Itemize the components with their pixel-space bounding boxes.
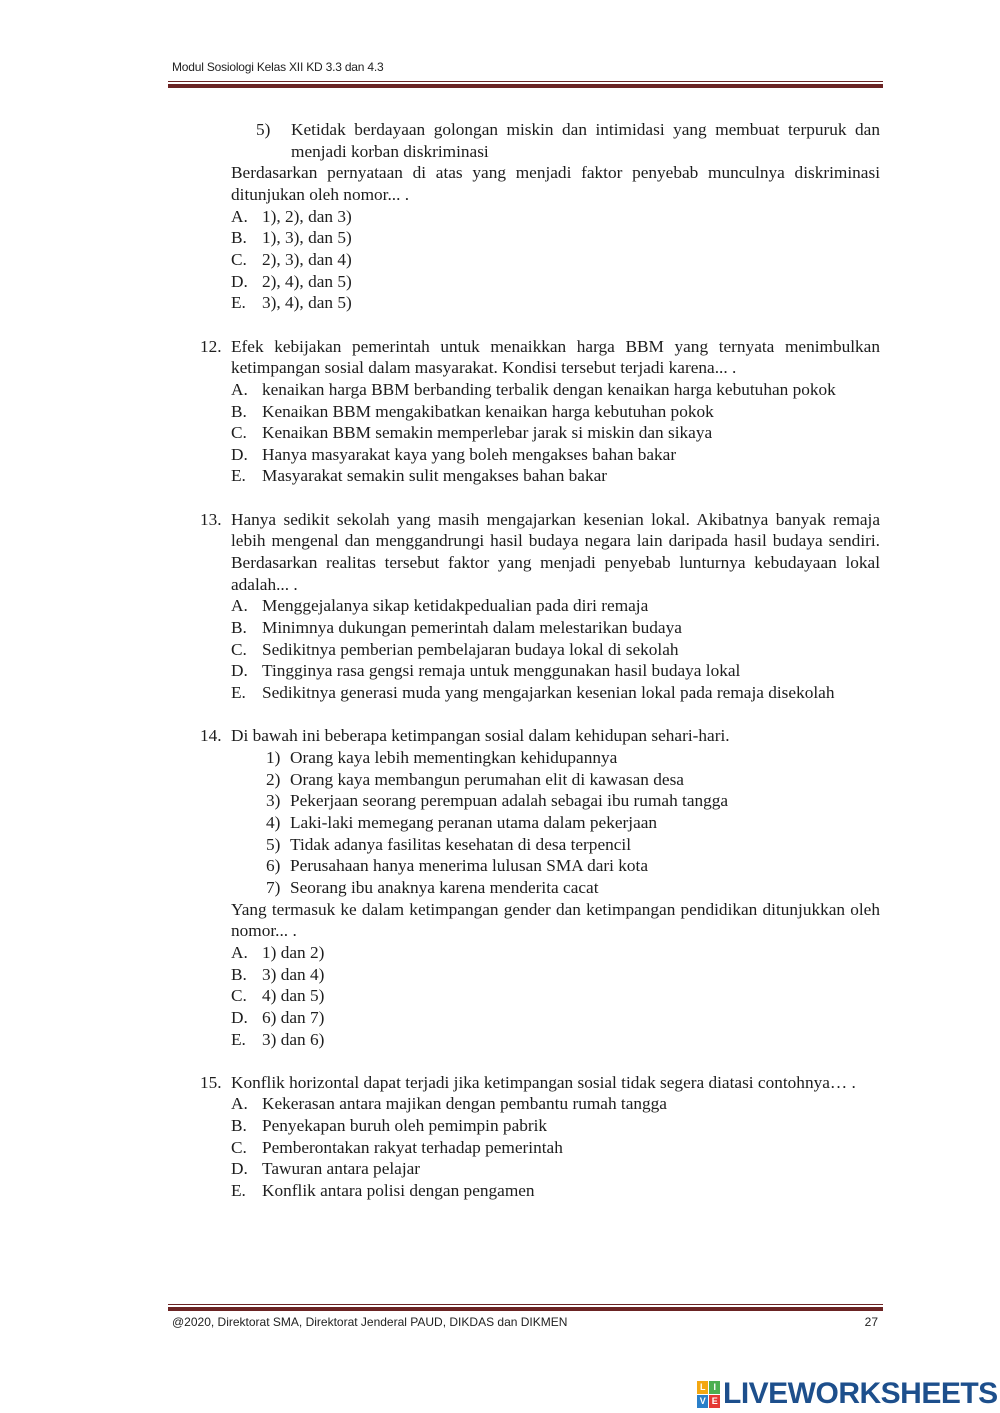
question (200, 725, 880, 1050)
question-number: 13. (200, 509, 222, 529)
statement-number: 6) (266, 856, 281, 876)
answer-option (231, 617, 880, 639)
answer-option (231, 227, 880, 249)
statement-number: 3) (266, 791, 281, 811)
option-text: Penyekapan buruh oleh pemimpin pabrik (262, 1116, 548, 1136)
option-text: Sedikitnya pemberian pembelajaran budaya lokal di sekolah (262, 639, 679, 659)
option-letter: B. (231, 228, 247, 248)
option-letter: C. (231, 249, 247, 269)
option-text: 4) dan 5) (262, 986, 325, 1006)
footer-rule (168, 1304, 883, 1311)
answer-option (231, 292, 880, 314)
answer-option (231, 1158, 880, 1180)
option-text: Kekerasan antara majikan dengan pembantu rumah tangga (262, 1094, 667, 1114)
statement-text: Orang kaya membangun perumahan elit di kawasan desa (290, 769, 684, 789)
answer-option (231, 682, 880, 704)
option-letter: E. (231, 683, 246, 703)
answer-option (231, 401, 880, 423)
answer-option (231, 1007, 880, 1029)
statement-text: Tidak adanya fasilitas kesehatan di desa terpencil (290, 834, 632, 854)
answer-option (231, 942, 880, 964)
statement-number: 1) (266, 747, 281, 767)
option-text: 1) dan 2) (262, 942, 325, 962)
option-letter: E. (231, 1181, 246, 1201)
answer-option (231, 1029, 880, 1051)
option-letter: D. (231, 1007, 248, 1027)
option-text: 3) dan 4) (262, 964, 325, 984)
statement-number: 4) (266, 812, 281, 832)
option-text: Pemberontakan rakyat terhadap pemerintah (262, 1137, 563, 1157)
statement-item (231, 834, 880, 856)
option-text: Minimnya dukungan pemerintah dalam melestarikan budaya (262, 618, 682, 638)
option-text: kenaikan harga BBM berbanding terbalik dengan kenaikan harga kebutuhan pokok (262, 379, 836, 399)
answer-option (231, 639, 880, 661)
option-letter: B. (231, 618, 247, 638)
option-letter: C. (231, 1137, 247, 1157)
question-stem: Di bawah ini beberapa ketimpangan sosial dalam kehidupan sehari-hari. (231, 726, 730, 746)
answer-option (231, 422, 880, 444)
answer-option (231, 1093, 880, 1115)
option-letter: B. (231, 401, 247, 421)
option-text: Hanya masyarakat kaya yang boleh mengakses bahan bakar (262, 444, 677, 464)
option-letter: D. (231, 444, 248, 464)
answer-option (231, 1137, 880, 1159)
running-header: Modul Sosiologi Kelas XII KD 3.3 dan 4.3 (172, 60, 384, 74)
option-text: 1), 2), dan 3) (262, 206, 352, 226)
statement-text: Perusahaan hanya menerima lulusan SMA dari kota (290, 856, 649, 876)
statement-number: 5) (266, 834, 281, 854)
statement-text: Seorang ibu anaknya karena menderita cacat (290, 877, 599, 897)
statement-item (231, 119, 880, 162)
answer-option (231, 271, 880, 293)
option-letter: C. (231, 639, 247, 659)
option-letter: A. (231, 379, 248, 399)
option-text: Konflik antara polisi dengan pengamen (262, 1181, 535, 1201)
option-text: Kenaikan BBM mengakibatkan kenaikan harga kebutuhan pokok (262, 401, 714, 421)
answer-option (231, 985, 880, 1007)
option-text: 2), 4), dan 5) (262, 271, 352, 291)
option-text: 6) dan 7) (262, 1007, 325, 1027)
statement-item (231, 747, 880, 769)
option-text: Masyarakat semakin sulit mengakses bahan bakar (262, 466, 608, 486)
question-prompt: Berdasarkan pernyataan di atas yang menjadi faktor penyebab munculnya diskriminasi ditunjukan oleh nomor... . (231, 163, 880, 204)
option-letter: E. (231, 293, 246, 313)
answer-option (231, 1115, 880, 1137)
statement-item (231, 790, 880, 812)
option-letter: A. (231, 596, 248, 616)
option-letter: C. (231, 423, 247, 443)
statement-item (231, 769, 880, 791)
statement-number: 5) (256, 120, 271, 139)
header-rule (168, 81, 883, 88)
statement-item (231, 877, 880, 899)
answer-option (231, 206, 880, 228)
answer-option (231, 964, 880, 986)
question (200, 1072, 880, 1202)
answer-option (231, 465, 880, 487)
option-text: 3) dan 6) (262, 1029, 325, 1049)
statement-item (231, 855, 880, 877)
option-text: 1), 3), dan 5) (262, 228, 352, 248)
footer-copyright: @2020, Direktorat SMA, Direktorat Jenderal PAUD, DIKDAS dan DIKMEN (172, 1315, 568, 1329)
logo-text: LIVEWORKSHEETS (723, 1377, 998, 1410)
question-stem: Konflik horizontal dapat terjadi jika ketimpangan sosial tidak segera diatasi contohnya… . (231, 1072, 856, 1092)
answer-option (231, 249, 880, 271)
option-letter: B. (231, 964, 247, 984)
option-text: 2), 3), dan 4) (262, 249, 352, 269)
question-number: 12. (200, 336, 222, 356)
question-stem: Efek kebijakan pemerintah untuk menaikkan harga BBM yang ternyata menimbulkan ketimpangan sosial dalam masyarakat. Kondisi tersebut terjadi karena... . (231, 336, 880, 378)
statement-text: Ketidak berdayaan golongan miskin dan intimidasi yang membuat terpuruk dan menjadi korban diskriminasi (291, 120, 880, 161)
answer-option (231, 595, 880, 617)
liveworksheets-logo (697, 1377, 998, 1411)
statement-text: Laki-laki memegang peranan utama dalam pekerjaan (290, 812, 658, 832)
option-text: Sedikitnya generasi muda yang mengajarkan kesenian lokal pada remaja disekolah (262, 683, 835, 703)
question-stem: Hanya sedikit sekolah yang masih mengajarkan kesenian lokal. Akibatnya banyak remaja lebih mengenal dan menggandrungi hasil budaya negara lain daripada hasil budaya sendiri. Berdasarkan realitas tersebut faktor yang menjadi penyebab lunturnya kebudayaan lokal adalah... . (231, 509, 880, 594)
option-letter: E. (231, 466, 246, 486)
option-letter: D. (231, 1159, 248, 1179)
option-letter: A. (231, 942, 248, 962)
question-number: 14. (200, 726, 222, 746)
answer-option (231, 444, 880, 466)
statement-text: Orang kaya lebih mementingkan kehidupannya (290, 747, 618, 767)
answer-option (231, 660, 880, 682)
statement-item (231, 812, 880, 834)
option-text: 3), 4), dan 5) (262, 293, 352, 313)
statement-number: 7) (266, 877, 281, 897)
option-letter: E. (231, 1029, 246, 1049)
option-text: Kenaikan BBM semakin memperlebar jarak si miskin dan sikaya (262, 423, 713, 443)
question-prompt: Yang termasuk ke dalam ketimpangan gender dan ketimpangan pendidikan ditunjukkan oleh nomor... . (231, 899, 880, 941)
option-text: Menggejalanya sikap ketidakpedualian pada diri remaja (262, 596, 649, 616)
question-number: 15. (200, 1072, 222, 1092)
question (200, 119, 880, 314)
logo-mark-icon: L I V E (697, 1381, 720, 1408)
question-list (200, 119, 880, 1223)
question (200, 336, 880, 488)
option-letter: A. (231, 1094, 248, 1114)
page-footer (172, 1315, 878, 1329)
option-letter: B. (231, 1116, 247, 1136)
page-number: 27 (864, 1315, 878, 1329)
option-letter: D. (231, 661, 248, 681)
answer-option (231, 1180, 880, 1202)
option-text: Tingginya rasa gengsi remaja untuk menggunakan hasil budaya lokal (262, 661, 741, 681)
option-text: Tawuran antara pelajar (262, 1159, 421, 1179)
statement-number: 2) (266, 769, 281, 789)
question (200, 509, 880, 704)
option-letter: C. (231, 986, 247, 1006)
statement-text: Pekerjaan seorang perempuan adalah sebagai ibu rumah tangga (290, 791, 729, 811)
answer-option (231, 379, 880, 401)
option-letter: A. (231, 206, 248, 226)
option-letter: D. (231, 271, 248, 291)
